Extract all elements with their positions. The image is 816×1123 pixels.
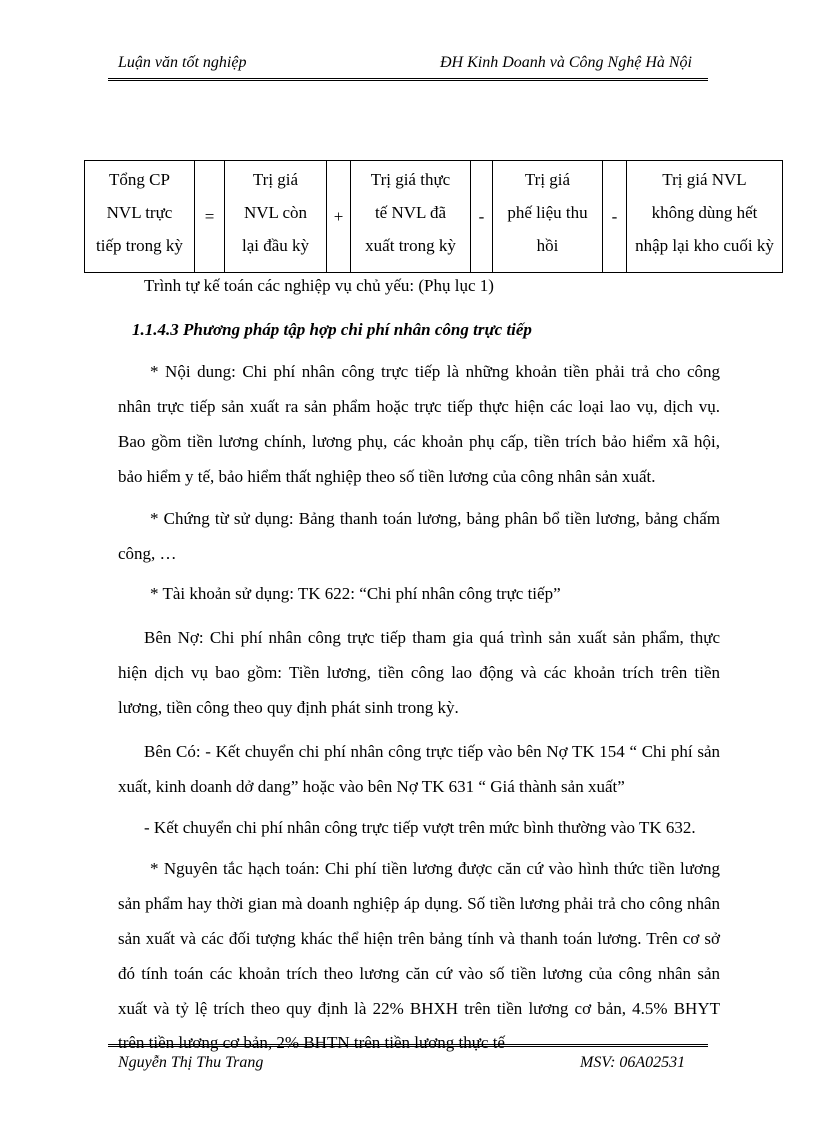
formula-term-line: nhập lại kho cuối kỳ (635, 236, 774, 255)
debit-line: lương, tiền công theo quy định phát sinh trong kỳ. (118, 698, 459, 717)
docs-line: * Chứng từ sử dụng: Bảng thanh toán lương, bảng phân bổ tiền lương, bảng chấm (150, 509, 720, 528)
formula-issued-value-cell (351, 161, 471, 273)
formula-term-line: xuất trong kỳ (365, 236, 456, 255)
cost-formula-table (84, 160, 783, 273)
principle-line: sản xuất và các đối tượng khác thể hiện trên bảng tính và thanh toán lương. Trên cơ sở (118, 929, 720, 948)
header-university-name: ĐH Kinh Doanh và Công Nghệ Hà Nội (440, 54, 692, 71)
account-line: * Tài khoản sử dụng: TK 622: “Chi phí nhân công trực tiếp” (150, 584, 561, 603)
formula-unused-value-cell (627, 161, 783, 273)
formula-term-line: tế NVL đã (374, 203, 447, 222)
content-line: * Nội dung: Chi phí nhân công trực tiếp là những khoản tiền phải trả cho công (150, 362, 720, 381)
formula-opening-value-cell (225, 161, 327, 273)
formula-equals: = (195, 161, 225, 273)
formula-minus: - (603, 161, 627, 273)
content-line: Bao gồm tiền lương chính, lương phụ, các khoản phụ cấp, tiền trích bảo hiểm xã hội, (118, 432, 720, 451)
page-header (108, 50, 708, 81)
formula-term-line: không dùng hết (651, 203, 758, 222)
credit-line: xuất, kinh doanh dở dang” hoặc vào bên Nợ TK 631 “ Giá thành sản xuất” (118, 777, 625, 796)
debit-line: hiện dịch vụ bao gồm: Tiền lương, tiền công lao động và các khoản trích trên tiền (118, 663, 720, 682)
formula-total-line: tiếp trong kỳ (96, 236, 183, 255)
principle-line: * Nguyên tắc hạch toán: Chi phí tiền lương được căn cứ vào hình thức tiền lương (150, 859, 720, 878)
sequence-note: Trình tự kế toán các nghiệp vụ chủ yếu: (Phụ lục 1) (144, 276, 494, 295)
footer-divider (108, 1044, 708, 1050)
formula-minus: - (471, 161, 493, 273)
header-thesis-label: Luận văn tốt nghiệp (118, 54, 247, 71)
principle-line: sản phẩm hay thời gian mà doanh nghiệp áp dụng. Số tiền lương phải trả cho công nhân (118, 894, 720, 913)
formula-total-line: NVL trực (106, 203, 173, 222)
formula-term-line: Trị giá NVL (662, 170, 747, 189)
section-heading: 1.1.4.3 Phương pháp tập hợp chi phí nhân công trực tiếp (132, 320, 532, 339)
content-line: bảo hiểm y tế, bảo hiểm thất nghiệp theo số tiền lương của công nhân sản xuất. (118, 467, 656, 486)
footer-author: Nguyễn Thị Thu Trang (118, 1054, 264, 1071)
formula-term-line: phế liệu thu (507, 203, 588, 222)
credit-line: Bên Có: - Kết chuyển chi phí nhân công trực tiếp vào bên Nợ TK 154 “ Chi phí sản (144, 742, 720, 761)
formula-plus: + (327, 161, 351, 273)
footer-student-id: MSV: 06A02531 (580, 1054, 686, 1071)
principle-line: xuất và tỷ lệ trích theo quy định là 22% BHXH trên tiền lương cơ bản, 4.5% BHYT (118, 999, 720, 1018)
formula-term-line: Trị giá thực (370, 170, 451, 189)
formula-term-line: Trị giá (252, 170, 299, 189)
formula-total-line: Tổng CP (109, 170, 170, 189)
debit-line: Bên Nợ: Chi phí nhân công trực tiếp tham gia quá trình sản xuất sản phẩm, thực (144, 628, 720, 647)
formula-term-line: Trị giá (524, 170, 571, 189)
formula-total-cell (85, 161, 195, 273)
formula-term-line: lại đầu kỳ (241, 236, 310, 255)
content-line: nhân trực tiếp sản xuất ra sản phẩm hoặc trực tiếp thực hiện các loại lao vụ, dịch vụ. (118, 397, 720, 416)
principle-line: trên tiền lương cơ bản, 2% BHTN trên tiền lương thực tế (118, 1033, 505, 1052)
credit-line-2: - Kết chuyển chi phí nhân công trực tiếp vượt trên mức bình thường vào TK 632. (144, 818, 696, 837)
principle-line: đó tính toán các khoản trích theo lương căn cứ vào số tiền lương của công nhân sản (118, 964, 720, 983)
formula-term-line: NVL còn (243, 203, 308, 222)
docs-line: công, … (118, 544, 177, 563)
formula-term-line: hồi (536, 236, 559, 255)
formula-scrap-value-cell (493, 161, 603, 273)
